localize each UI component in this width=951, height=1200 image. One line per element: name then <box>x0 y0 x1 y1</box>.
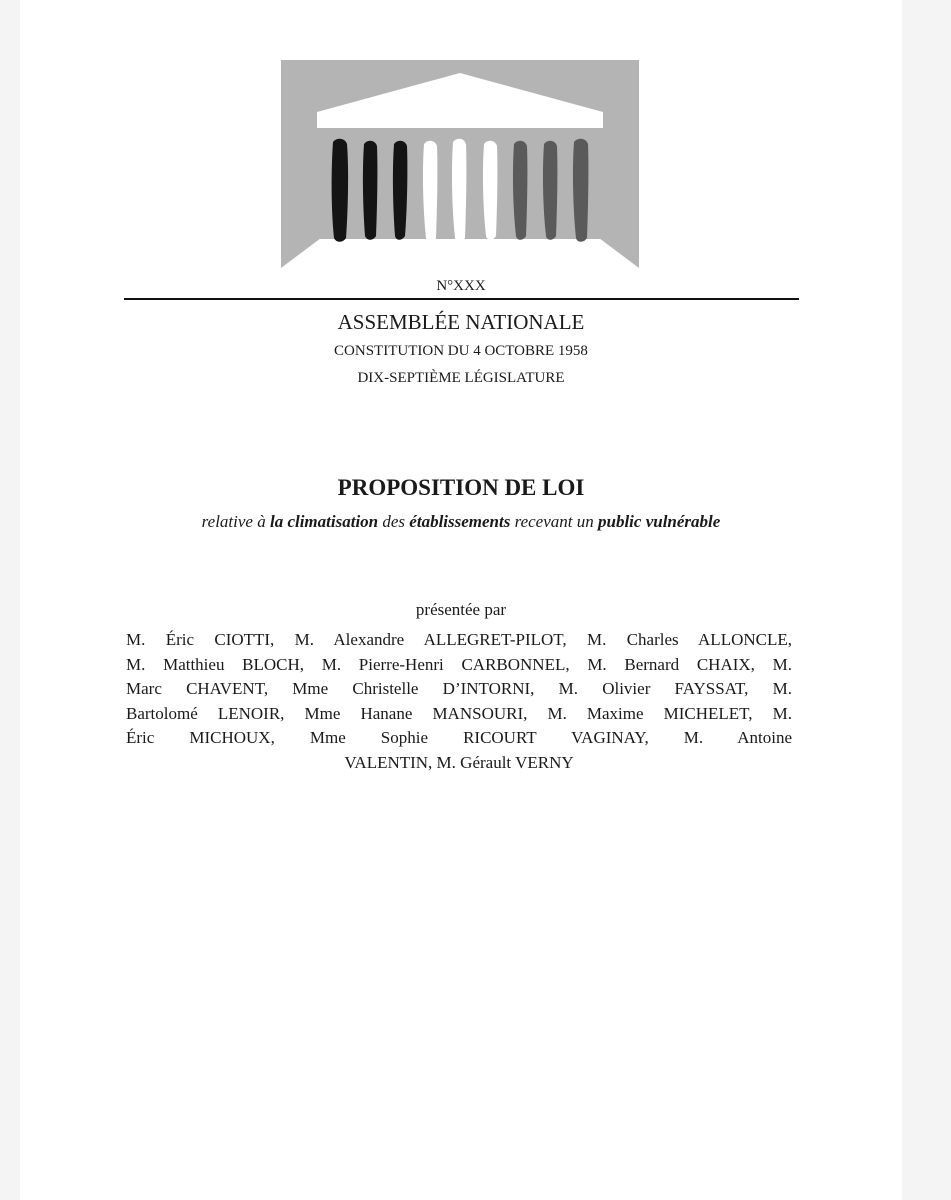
assembly-name: ASSEMBLÉE NATIONALE <box>337 310 585 334</box>
logo-column-7 <box>513 141 527 240</box>
subtitle-part: relative à <box>201 512 270 531</box>
subtitle-emphasis: établissements <box>409 512 511 531</box>
document-subtitle <box>20 512 902 532</box>
header-divider <box>124 298 799 300</box>
subtitle-emphasis: la climatisation <box>269 512 379 531</box>
subtitle-part: recevant un <box>510 512 598 531</box>
signatories-line: Marc CHAVENT, Mme Christelle D’INTORNI, M. Olivier FAYSSAT, M. <box>126 679 792 698</box>
logo-column-2 <box>363 141 378 240</box>
constitution-line: CONSTITUTION DU 4 OCTOBRE 1958 <box>334 343 588 359</box>
document-number: N°XXX <box>436 278 486 294</box>
logo-column-1 <box>332 139 348 242</box>
assemblee-nationale-logo-icon <box>281 60 639 268</box>
logo-column-3 <box>393 141 407 240</box>
logo-column-5 <box>452 139 466 242</box>
signatories-line: VALENTIN, M. Gérault VERNY <box>344 752 574 772</box>
signatories-line: Éric MICHOUX, Mme Sophie RICOURT VAGINAY, M. Antoine <box>126 728 792 747</box>
document-page <box>20 0 902 1200</box>
presented-by-label: présentée par <box>415 600 507 619</box>
logo-column-9 <box>573 139 588 242</box>
subtitle-emphasis: public vulnérable <box>598 512 721 531</box>
legislature-line: DIX-SEPTIÈME LÉGISLATURE <box>357 370 565 386</box>
signatories-line: M. Matthieu BLOCH, M. Pierre-Henri CARBONNEL, M. Bernard CHAIX, M. <box>126 654 792 674</box>
document-title: PROPOSITION DE LOI <box>337 475 585 500</box>
subtitle-part: des <box>378 512 410 531</box>
signatories-list <box>126 628 792 775</box>
signatories-line: Bartolomé LENOIR, Mme Hanane MANSOURI, M. Maxime MICHELET, M. <box>126 703 792 723</box>
logo-column-6 <box>483 141 497 240</box>
logo-entablature <box>317 112 603 128</box>
logo-column-8 <box>543 141 557 240</box>
logo-column-4 <box>423 141 437 242</box>
signatories-line: M. Éric CIOTTI, M. Alexandre ALLEGRET-PILOT, M. Charles ALLONCLE, <box>126 630 792 649</box>
